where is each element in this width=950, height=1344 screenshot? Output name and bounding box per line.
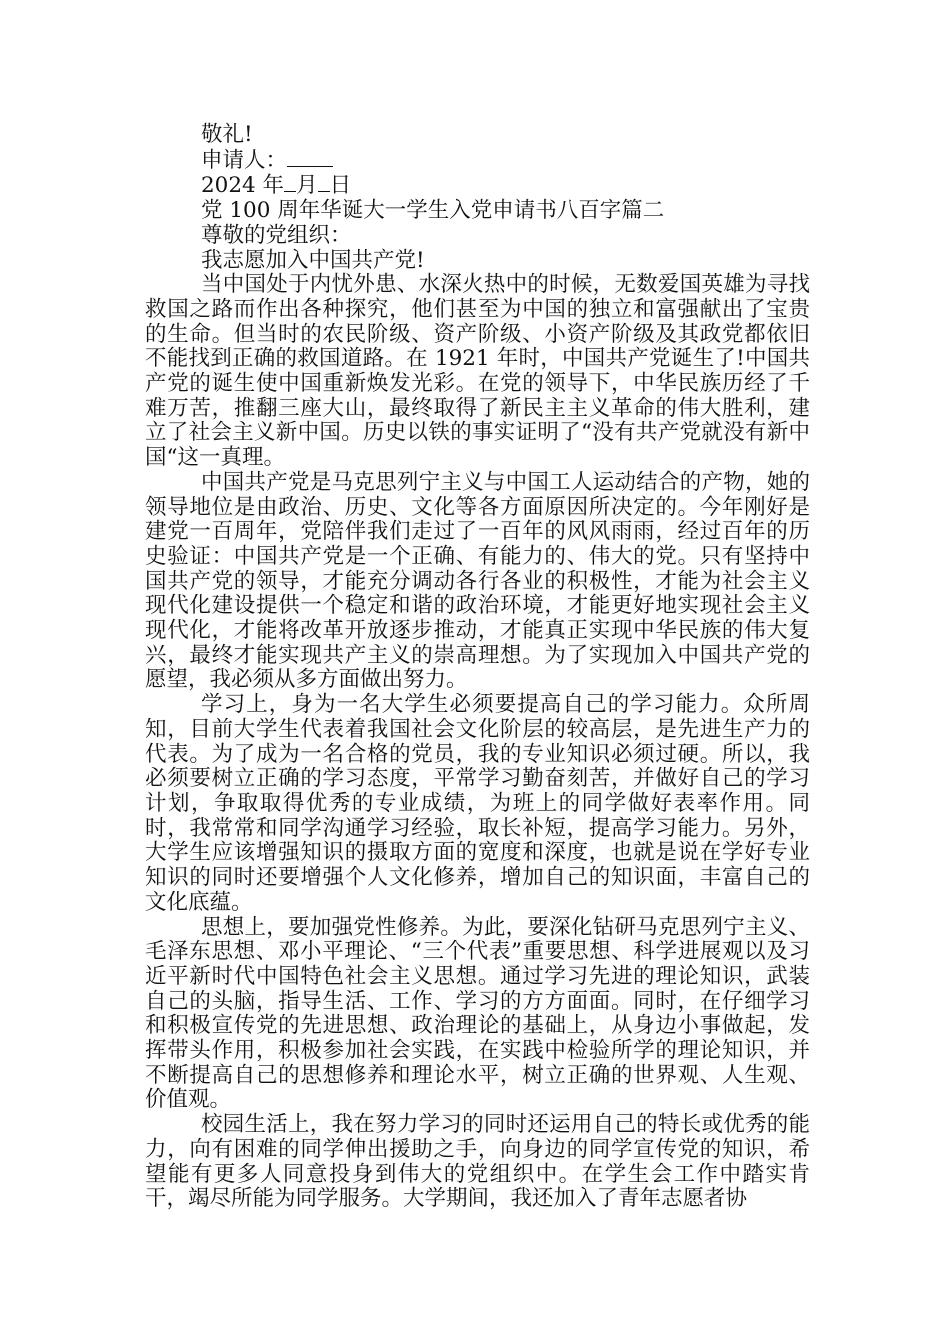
body-paragraph: 思想上，要加强党性修养。为此，要深化钻研马克思列宁主义、毛泽东思想、邓小平理论、“三个代表”重要思想、科学进展观以及习近平新时代中国特色社会主义思想。通过学习先进的理论知识，武装自己的头脑，指导生活、工作、学习的方方面面。同时，在仔细学习和积极宣传党的先进思想、政治理论的基础上，从身边小事做起，发挥带头作用，积极参加社会实践，在实践中检验所学的理论知识，并不断提高自己的思想修养和理论水平，树立正确的世界观、人生观、价值观。 (145, 914, 810, 1113)
date-day: 日 (329, 173, 352, 199)
body-paragraph: 学习上，身为一名大学生必须要提高自己的学习能力。众所周知，目前大学生代表着我国社会文化阶层的较高层，是先进生产力的代表。为了成为一名合格的党员，我的专业知识必须过硬。所以，我必须要树立正确的学习态度，平常学习勤奋刻苦，并做好自己的学习计划，争取取得优秀的专业成绩，为班上的同学做好表率作用。同时，我常常和同学沟通学习经验，取长补短，提高学习能力。另外，大学生应该增强知识的摄取方面的宽度和深度，也就是说在学好专业知识的同时还要增强个人文化修养，增加自己的知识面，丰富自己的文化底蕴。 (145, 692, 810, 915)
document-page (145, 123, 810, 1212)
body-paragraph: 当中国处于内忧外患、水深火热中的时候，无数爱国英雄为寻找救国之路而作出各种探究，他们甚至为中国的独立和富强献出了宝贵的生命。但当时的农民阶级、资产阶级、小资产阶级及其政党都依旧不能找到正确的救国道路。在 1921 年时，中国共产党诞生了!中国共产党的诞生使中国重新焕发光彩。在党的领导下，中华民族历经了千难万苦，推翻三座大山，最终取得了新民主主义革命的伟大胜利，建立了社会主义新中国。历史以铁的事实证明了“没有共产党就没有新中国“这一真理。 (145, 272, 810, 471)
month-blank (284, 173, 296, 192)
applicant-line (145, 148, 810, 174)
body-paragraph: 校园生活上，我在努力学习的同时还运用自己的特长或优秀的能力，向有困难的同学伸出援助之手，向身边的同学宣传党的知识，希望能有更多人同意投身到伟大的党组织中。在学生会工作中踏实肯干，竭尽所能为同学服务。大学期间，我还加入了青年志愿者协 (145, 1112, 810, 1212)
day-blank (318, 173, 330, 192)
applicant-blank (287, 148, 333, 167)
body-paragraph: 中国共产党是马克思列宁主义与中国工人运动结合的产物，她的领导地位是由政治、历史、文化等各方面原因所决定的。今年刚好是建党一百周年，党陪伴我们走过了一百年的风风雨雨，经过百年的历史验证：中国共产党是一个正确、有能力的、伟大的党。只有坚持中国共产党的领导，才能充分调动各行各业的积极性，才能为社会主义现代化建设提供一个稳定和谐的政治环境，才能更好地实现社会主义现代化，才能将改革开放逐步推动，才能真正实现中华民族的伟大复兴，最终才能实现共产主义的崇高理想。为了实现加入中国共产党的愿望，我必须从多方面做出努力。 (145, 469, 810, 693)
closing-salute: 敬礼! (201, 122, 253, 147)
date-line (145, 173, 810, 199)
date-year: 2024 年 (201, 173, 285, 199)
applicant-label: 申请人： (201, 147, 288, 173)
date-month: 月 (296, 173, 318, 199)
declaration: 我志愿加入中国共产党! (201, 247, 425, 273)
greeting: 尊敬的党组织： (201, 222, 352, 248)
section-title: 党 100 周年华诞大一学生入党申请书八百字篇二 (201, 198, 665, 224)
